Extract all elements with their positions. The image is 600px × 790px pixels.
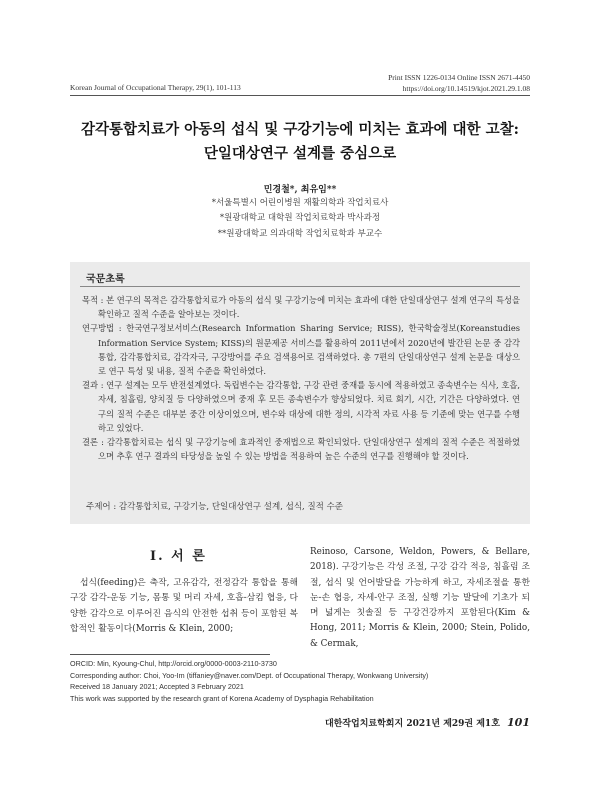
intro-column-1: 섭식(feeding)은 축작, 고유감각, 전정감각 통합을 통해 구강 감각-운동 기능, 몸통 및 머리 자세, 호흡-삼킴 협응, 다양한 감각으로 이루어진 음식의 안전한 섭취 등이 포함된 복합적인 활동이다(Morris & Klein, 2000; [70, 578, 298, 634]
abstract-heading: 국문초록 [86, 274, 125, 285]
title-line-2: 단일대상연구 설계를 중심으로 [203, 145, 397, 162]
footnote-funding: This work was supported by the research grant of Korena Academy of Dysphagia Rehabilitation [70, 693, 374, 703]
issn-text: Print ISSN 1226-0134 Online ISSN 2671-4450 [388, 73, 530, 82]
footnotes [70, 658, 428, 704]
authors: 민경철*, 최유임** [263, 185, 337, 195]
journal-citation: Korean Journal of Occupational Therapy, 29(1), 101-113 [70, 83, 241, 92]
page-footer [325, 716, 530, 729]
abstract-body [82, 293, 520, 463]
affiliation-1: *서울특별시 어린이병원 재활의학과 작업치료사 [211, 198, 389, 208]
journal-issn-block [388, 72, 530, 94]
footnote-corresponding: Corresponding author: Choi, Yoo-Im (tiffaniey@naver.com/Dept. of Occupational Therapy, Wonkwang University) [70, 670, 429, 680]
footer-journal: 대한작업치료학회지 2021년 제29권 제1호 [324, 719, 500, 729]
abstract-methods: 연구방법 : 한국연구정보서비스(Research Information Sharing Service; RISS), 한국학술정보(Koreanstudies Information Service System; KISS)의 원문제공 서비스를 활용하여 2011년에서 2020년에 발간된 논문 중 감각통합, 감각통합치료, 감각자극, 구강방어를 주요 검색용어로 검색하였다. 총 7편의 단일대상연구 설계 논문을 대상으로 연구 특성 및 내용, 질적 수준을 확인하였다. [82, 323, 520, 377]
intro-column-2: Reinoso, Carsone, Weldon, Powers, & Bellare, 2018). 구강기능은 각성 조절, 구강 감각 적응, 침흘림 조절, 섭식 및 언어발달을 가능하게 하고, 자세조절을 통한 눈-손 협응, 자세-안구 조절, 실행 기능 발달에 기초가 되며 넓게는 칫솔질 등 구강건강까지 포함된다(Kim & Hong, 2011; Morris & Klein, 2000; Stein, Polido, & Cermak, [310, 547, 530, 649]
keywords: 주제어 : 감각통합치료, 구강기능, 단일대상연구 설계, 섭식, 질적 수준 [86, 502, 343, 512]
affiliation-2: *원광대학교 대학원 작업치료학과 박사과정 [219, 213, 381, 223]
abstract-conclusion: 결론 : 감각통합치료는 섭식 및 구강기능에 효과적인 중재법으로 확인되었다. 단일대상연구 설계의 질적 수준은 적절하였으며 추후 연구 결과의 타당성을 높일 수 있는 방법을 적용하여 높은 수준의 연구를 진행해야 할 것이다. [82, 437, 520, 462]
affiliation-3: **원광대학교 의과대학 작업치료학과 부교수 [217, 229, 383, 239]
footnote-orcid: ORCID: Min, Kyoung-Chul, http://orcid.org/0000-0003-2110-3730 [70, 659, 277, 668]
title-line-1: 감각통합치료가 아동의 섭식 및 구강기능에 미치는 효과에 대한 고찰: [81, 121, 519, 138]
paper-title [70, 118, 530, 166]
page-number: 101 [507, 716, 530, 729]
abstract-results: 결과 : 연구 설계는 모두 반전설계였다. 독립변수는 감각통합, 구강 관련 중재를 동시에 적용하였고 종속변수는 식사, 호흡, 자세, 침흘림, 양치질 등 다양하였으며 중재 후 모든 종속변수가 향상되었다. 치료 회기, 시간, 기간은 다양하였다. 연구의 질적 수준은 대부분 중간 이상이었으며, 변수와 대상에 대한 정의, 시각적 자료 사용 등 기준에 맞는 연구를 수행하고 있었다. [82, 380, 520, 433]
footnote-rule [70, 654, 270, 655]
abstract-rule [80, 286, 520, 287]
doi-text[interactable]: https://doi.org/10.14519/kjot.2021.29.1.08 [402, 84, 530, 93]
section-heading: Ⅰ. 서 론 [150, 549, 207, 564]
footnote-dates: Received 18 January 2021; Accepted 3 February 2021 [70, 682, 244, 692]
header-rule [70, 95, 530, 96]
abstract-objective: 목적 : 본 연구의 목적은 감각통합치료가 아동의 섭식 및 구강기능에 미치는 효과에 대한 단일대상연구 설계 연구의 특성을 확인하고 질적 수준을 알아보는 것이다. [82, 295, 520, 320]
